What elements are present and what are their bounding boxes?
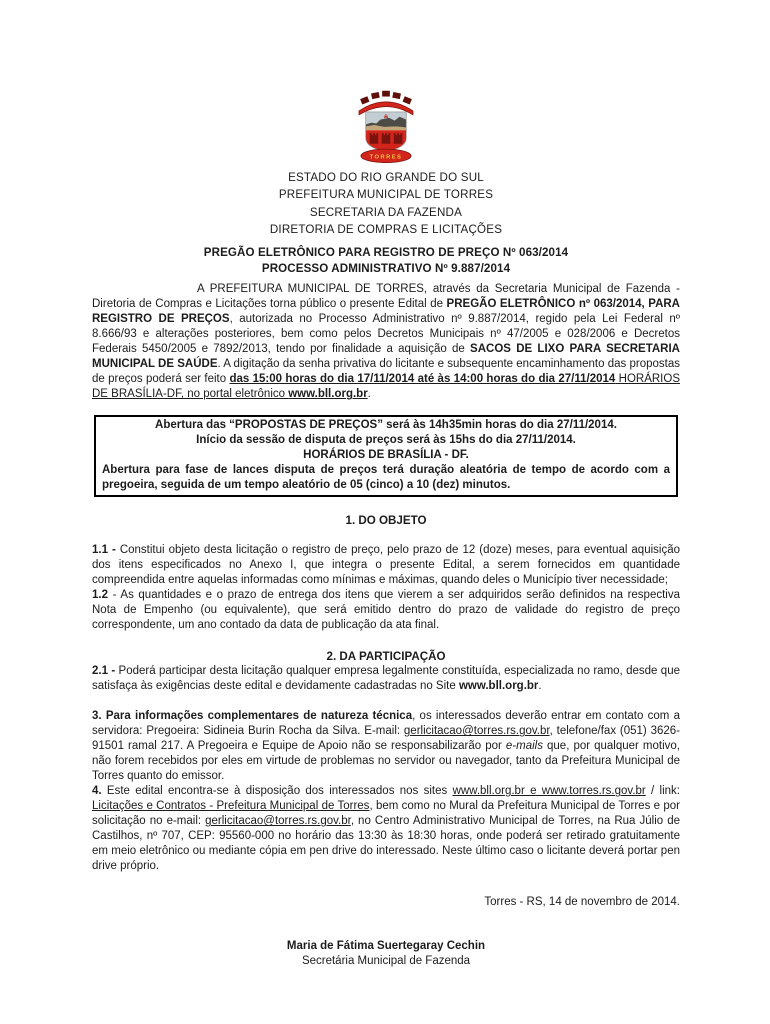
- signature-role: Secretária Municipal de Fazenda: [301, 955, 471, 968]
- section-1-heading: 1. DO OBJETO: [345, 514, 427, 528]
- notice-line-horarios: HORÁRIOS DE BRASÍLIA - DF.: [303, 449, 469, 462]
- text-run: - As quantidades e o prazo de entrega dos itens que vierem a ser adquiridos serão definidos na respectiva Nota de Empenho (ou equivalente), que será emitido dentro do prazo de validade do registro de preço correspondente, um ano contado da data de publicação da ata final.: [92, 589, 680, 632]
- text-run: / link:: [645, 785, 681, 798]
- org-line-state: ESTADO DO RIO GRANDE DO SUL: [288, 171, 484, 184]
- text-run: SACOS DE LIXO PARA SECRETARIA MUNICIPAL DE SAÚDE: [92, 343, 680, 371]
- link-text: www.bll.org.br e www.torres.rs.gov.br: [452, 785, 646, 798]
- text-run: , autorizada no Processo Administrativo nº 9.887/2014, regido pela Lei Federal nº 8.666/93 e alterações posteriores, bem como pelos Decretos Municipais nº 47/2005 e 028/2006 e Decretos Federais 5450/2005 e 7892/2013, tendo por finalidade a aquisição de: [92, 313, 680, 356]
- link-text: HORÁRIOS DE BRASÍLIA-DF, no portal eletrônico: [92, 373, 680, 401]
- notice-line-abertura-propostas: Abertura das “PROPOSTAS DE PREÇOS” será às 14h35min horas do dia 27/11/2014.: [155, 419, 617, 432]
- text-run: . A digitação da senha privativa do licitante e subsequente encaminhamento das propostas de preços poderá ser feito: [92, 358, 680, 386]
- link-text: www.bll.org.br: [288, 388, 368, 401]
- text-run: www.bll.org.br: [458, 680, 539, 693]
- text-run: , os interessados deverão entrar em contato com a servidora: Pregoeira: Sidineia Burin Rocha da Silva. E-mail:: [92, 710, 681, 738]
- text-run: 1.1 -: [92, 544, 116, 557]
- signature-block: [92, 939, 680, 969]
- text-run: e-mails: [505, 740, 543, 753]
- text-run: 1.2: [92, 589, 108, 602]
- clause-4-disposicao: [92, 784, 680, 874]
- clause-1-1: [92, 543, 680, 588]
- section-2-heading: 2. DA PARTICIPAÇÃO: [326, 650, 446, 664]
- text-run: , bem como no Mural da Prefeitura Municipal de Torres e por solicitação no e-mail:: [92, 800, 680, 828]
- notice-line-fase-lances: Abertura para fase de lances disputa de preços terá duração aleatória de tempo de acordo com a pregoeira, seguida de um tempo aleatório de 05 (cinco) a 10 (dez) minutos.: [102, 464, 670, 492]
- org-line-prefeitura: PREFEITURA MUNICIPAL DE TORRES: [278, 188, 494, 202]
- signature-name: Maria de Fátima Suertegaray Cechin: [286, 940, 486, 953]
- notice-line-inicio-sessao: Início da sessão de disputa de preços será às 15hs do dia 27/11/2014.: [196, 434, 576, 447]
- text-run: Poderá participar desta licitação qualquer empresa legalmente constituída, especializada no ramo, desde que satisfaça às exigências deste edital e devidamente cadastradas no Site: [92, 665, 680, 693]
- text-run: Este edital encontra-se à disposição dos interessados nos sites: [101, 785, 453, 798]
- text-run: 2.1 -: [92, 665, 116, 678]
- clause-1-2: [92, 588, 680, 633]
- text-run: que, por qualquer motivo, não forem recebidos por eles em virtude de problemas no servidor ou navegador, tanto da Prefeitura Municipal de Torres quanto do emissor.: [92, 740, 681, 783]
- crest-banner-label: TORRES: [369, 154, 403, 161]
- notice-box: [94, 415, 678, 497]
- text-run: .: [367, 388, 371, 401]
- text-run: Constitui objeto desta licitação o registro de preço, pelo prazo de 12 (doze) meses, para eventual aquisição dos itens especificados no Anexo I, que integra o presente Edital, a serem fornecidos em quantidade compreendida entre aquelas informadas como mínimas e máximas, quando deles o Município tiver necessidade;: [92, 544, 681, 587]
- org-header: [92, 169, 680, 238]
- text-run: .: [538, 680, 542, 693]
- title-line-pregao: PREGÃO ELETRÔNICO PARA REGISTRO DE PREÇO Nº 063/2014: [203, 246, 569, 260]
- link-text: Licitações e Contratos - Prefeitura Municipal de Torres: [92, 800, 370, 813]
- torres-crest-icon: [357, 84, 415, 165]
- text-run: , telefone/fax (051) 3626-91501 ramal 217. A Pregoeira e Equipe de Apoio não se responsabilizarão por: [92, 725, 681, 753]
- clause-2-1: [92, 664, 680, 694]
- title-line-processo: PROCESSO ADMINISTRATIVO Nº 9.887/2014: [261, 261, 511, 275]
- link-text: das 15:00 horas do dia 17/11/2014 até às 14:00 horas do dia 27/11/2014: [229, 373, 616, 386]
- text-run: A PREFEITURA MUNICIPAL DE TORRES, através da Secretaria Municipal de Fazenda - Diretoria de Compras e Licitações torna público o presente Edital de: [92, 283, 680, 311]
- date-line: Torres - RS, 14 de novembro de 2014.: [484, 896, 680, 909]
- text-run: 4.: [92, 785, 102, 798]
- coat-of-arms: [92, 84, 680, 165]
- clause-3-informacoes: [92, 709, 680, 784]
- text-run: 3. Para informações complementares de natureza técnica: [92, 710, 413, 723]
- text-run: , no Centro Administrativo Municipal de Torres, na Rua Júlio de Castilhos, nº 707, CEP: 95560-000 no horário das 13:30 às 18:30 horas, onde poderá ser retirado gratuitamente em meio eletrônico ou mediante cópia em pen drive do interessado. Neste último caso o licitante deverá portar pen drive próprio.: [92, 815, 680, 873]
- link-text: gerlicitacao@torres.rs.gov.br: [403, 725, 550, 738]
- text-run: PREGÃO ELETRÔNICO nº 063/2014, PARA REGISTRO DE PREÇOS: [92, 298, 680, 326]
- intro-paragraph: [92, 282, 680, 402]
- document-title: [92, 245, 680, 276]
- link-text: gerlicitacao@torres.rs.gov.br: [205, 815, 351, 828]
- org-line-secretaria: SECRETARIA DA FAZENDA: [309, 205, 463, 219]
- org-line-diretoria: DIRETORIA DE COMPRAS E LICITAÇÕES: [269, 222, 503, 236]
